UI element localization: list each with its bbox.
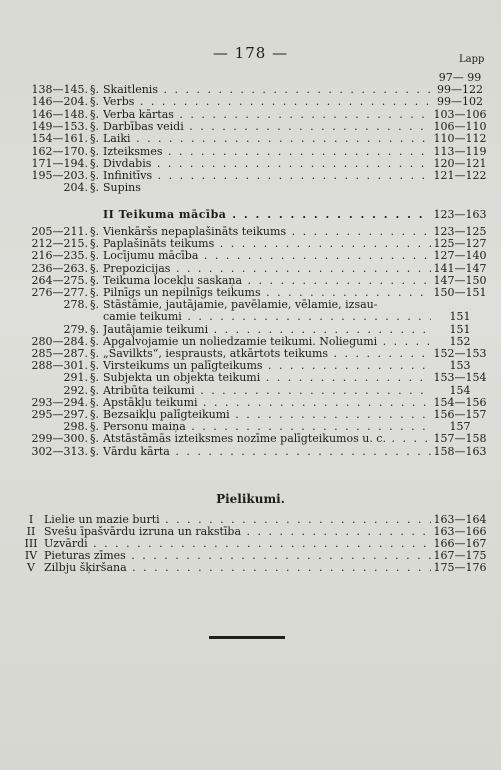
toc-title: Apgalvojamie un noliedzamie teikumi. Noliegumi . . . <box>103 336 431 348</box>
toc-pages: 154 <box>449 383 471 397</box>
toc-paragraph-sign: §. <box>90 249 99 263</box>
toc-paragraph-sign: §. <box>90 298 99 312</box>
toc-range: 299—300. <box>31 432 88 446</box>
toc-pages: 110—112 <box>433 132 487 146</box>
toc-row <box>0 263 501 275</box>
toc-row <box>0 109 501 121</box>
appendix-number: I <box>28 513 34 526</box>
toc-paragraph-sign: §. <box>90 107 99 121</box>
toc-row <box>0 121 501 133</box>
toc-title: Paplašināts teikums . . . <box>103 238 431 250</box>
toc-title: Vārdu kārta . . . <box>103 446 431 458</box>
appendix-pages: 175—176 <box>433 561 487 574</box>
toc-paragraph-sign: §. <box>90 225 99 238</box>
toc-row <box>0 299 501 311</box>
toc-range: 204. <box>63 181 88 195</box>
toc-row <box>0 324 501 336</box>
toc-row <box>0 170 501 182</box>
appendix-pages: 166—167 <box>433 537 487 550</box>
toc-pages: 147—150 <box>433 273 487 287</box>
section-heading-row <box>0 209 501 221</box>
toc-title: Atribūta teikumi . . . <box>103 385 431 397</box>
toc-row <box>0 287 501 299</box>
toc-range: 276—277. <box>31 286 88 299</box>
toc-pages: 150—151 <box>433 286 487 299</box>
toc-paragraph-sign: §. <box>90 286 99 299</box>
appendix-number: III <box>24 537 38 550</box>
toc-paragraph-sign: §. <box>90 432 99 446</box>
toc-range: 293—294. <box>31 395 88 409</box>
toc-title: Subjekta un objekta teikumi . . . <box>103 372 431 384</box>
toc-row <box>0 250 501 262</box>
toc-title: Izteiksmes . . . <box>103 146 431 158</box>
toc-paragraph-sign: §. <box>90 237 99 251</box>
toc-pages: 154—156 <box>433 395 487 409</box>
toc-paragraph-sign: §. <box>90 420 99 434</box>
toc-row <box>0 238 501 250</box>
toc-paragraph-sign: §. <box>90 359 99 373</box>
toc-range: 291. <box>63 371 88 385</box>
toc-paragraph-sign: §. <box>90 322 99 336</box>
appendix-row <box>0 562 501 574</box>
toc-range: 302—313. <box>31 444 88 458</box>
toc-paragraph-sign: §. <box>90 383 99 397</box>
toc-row <box>0 133 501 145</box>
toc-range: 171—194. <box>31 156 88 170</box>
appendix-row <box>0 526 501 538</box>
toc-range: 146—204. <box>31 95 88 109</box>
toc-row <box>0 433 501 445</box>
toc-pages: 158—163 <box>433 444 487 458</box>
toc-row <box>0 275 501 287</box>
toc-paragraph-sign: §. <box>90 83 99 96</box>
toc-pages: 113—119 <box>433 144 487 158</box>
toc-paragraph-sign: §. <box>90 261 99 275</box>
toc-paragraph-sign: §. <box>90 408 99 421</box>
toc-pages: 156—157 <box>433 408 487 421</box>
toc-pages: 106—110 <box>433 119 487 133</box>
toc-pages: 97— 99 <box>438 71 482 84</box>
page-number: — 178 — <box>212 44 289 62</box>
toc-paragraph-sign: §. <box>90 334 99 348</box>
toc-row <box>0 96 501 108</box>
appendix-number: V <box>27 561 35 574</box>
toc-range: 146—148. <box>31 107 88 121</box>
toc-pages: 157 <box>449 420 471 434</box>
closing-rule <box>209 636 285 639</box>
section-title: II Teikuma mācība . . . <box>103 209 431 221</box>
toc-range: 288—301. <box>31 359 88 373</box>
toc-row <box>0 146 501 158</box>
toc-title: Virsteikums un palīgteikums . . . <box>103 360 431 372</box>
toc-row <box>0 409 501 421</box>
toc-pages: 157—158 <box>433 432 487 446</box>
pages-column-header: Lapp <box>459 54 485 65</box>
toc-title: Locījumu mācība . . . <box>103 250 431 262</box>
toc-pages: 123—125 <box>433 225 487 238</box>
toc-pages: 99—122 <box>437 83 483 96</box>
toc-row <box>0 226 501 238</box>
toc-row <box>0 336 501 348</box>
appendix-title-text: Uzvārdi . . . <box>44 538 431 550</box>
toc-pages: 151 <box>449 310 471 324</box>
toc-pages: 153 <box>449 359 471 373</box>
toc-paragraph-sign: §. <box>90 371 99 385</box>
appendix-row <box>0 514 501 526</box>
toc-range: 212—215. <box>31 237 88 251</box>
toc-row <box>0 360 501 372</box>
appendix-title-text: Zilbju šķiršana . . . <box>44 562 431 574</box>
toc-row <box>0 182 501 194</box>
toc-range: 205—211. <box>31 225 88 238</box>
toc-pages: 152 <box>449 334 471 348</box>
toc-pages: 127—140 <box>433 249 487 263</box>
toc-title: Verbs . . . <box>103 96 431 108</box>
toc-title: Darbības veidi . . . <box>103 121 431 133</box>
toc-title: Vienkāršs nepaplašināts teikums . . . <box>103 226 431 238</box>
toc-paragraph-sign: §. <box>90 273 99 287</box>
toc-paragraph-sign: §. <box>90 395 99 409</box>
toc-title: „Savilkts“, iesprausts, atkārtots teikums . . . <box>103 348 431 360</box>
toc-title: Skaitlenis . . . <box>103 84 431 96</box>
toc-row <box>0 158 501 170</box>
toc-range: 279. <box>63 322 88 336</box>
appendix-row <box>0 550 501 562</box>
toc-row <box>0 372 501 384</box>
toc-row <box>0 84 501 96</box>
appendix-pages: 163—164 <box>433 513 487 526</box>
toc-title: Teikuma locekļu saskaņa . . . <box>103 275 431 287</box>
toc-title: Atstāstāmās izteiksmes nozīme palīgteikumos u. c. . . . <box>103 433 431 445</box>
appendix-pages: 163—166 <box>433 525 487 538</box>
toc-title: Apstākļu teikumi . . . <box>103 397 431 409</box>
appendix-title-text: Pieturas zīmes . . . <box>44 550 431 562</box>
toc-range: 285—287. <box>31 347 88 360</box>
toc-range: 138—145. <box>31 83 88 96</box>
toc-title: Bezsaikļu palīgteikumi . . . <box>103 409 431 421</box>
appendix-title-text: Lielie un mazie burti . . . <box>44 514 431 526</box>
appendix-title: Pielikumi. <box>216 492 285 506</box>
toc-title: Infinitīvs . . . <box>103 170 431 182</box>
toc-pages: 141—147 <box>433 261 487 275</box>
toc-range: 278. <box>63 298 88 312</box>
appendix-number: IV <box>24 549 38 562</box>
toc-row <box>0 446 501 458</box>
toc-row <box>0 385 501 397</box>
toc-pages: 125—127 <box>433 237 487 251</box>
toc-row <box>0 397 501 409</box>
toc-pages: 99—102 <box>437 95 483 109</box>
toc-title: Stāstāmie, jautājamie, pavēlamie, vēlamie, izsau- <box>103 299 378 312</box>
toc-range: 264—275. <box>31 273 88 287</box>
toc-paragraph-sign: §. <box>90 181 99 195</box>
toc-paragraph-sign: §. <box>90 156 99 170</box>
toc-range: 236—263. <box>31 261 88 275</box>
toc-range: 154—161. <box>31 132 88 146</box>
toc-range: 216—235. <box>31 249 88 263</box>
toc-pages: 103—106 <box>433 107 487 121</box>
appendix-title-text: Svešu īpašvārdu izruna un rakstība . . . <box>44 526 431 538</box>
toc-title: Prepozicijas . . . <box>103 263 431 275</box>
toc-paragraph-sign: §. <box>90 95 99 109</box>
toc-range: 292. <box>63 383 88 397</box>
toc-paragraph-sign: §. <box>90 347 99 360</box>
toc-paragraph-sign: §. <box>90 444 99 458</box>
toc-range: 280—284. <box>31 334 88 348</box>
toc-row <box>0 311 501 323</box>
appendix-pages: 167—175 <box>433 549 487 562</box>
toc-pages: 152—153 <box>433 347 487 360</box>
toc-range: 298. <box>63 420 88 434</box>
toc-paragraph-sign: §. <box>90 119 99 133</box>
toc-title: Laiki . . . <box>103 133 431 145</box>
toc-title: Verba kārtas . . . <box>103 109 431 121</box>
appendix-number: II <box>26 525 36 538</box>
toc-paragraph-sign: §. <box>90 132 99 146</box>
toc-range: 195—203. <box>31 169 88 183</box>
section-pages: 123—163 <box>433 208 487 221</box>
toc-title: Divdabis . . . <box>103 158 431 170</box>
toc-pages: 121—122 <box>433 169 487 183</box>
appendix-row <box>0 538 501 550</box>
toc-pages: 120—121 <box>433 156 487 170</box>
toc-paragraph-sign: §. <box>90 144 99 158</box>
toc-range: 149—153. <box>31 119 88 133</box>
toc-row <box>0 348 501 360</box>
toc-paragraph-sign: §. <box>90 169 99 183</box>
toc-title: Jautājamie teikumi . . . <box>103 324 431 336</box>
toc-title: Personu maiņa . . . <box>103 421 431 433</box>
toc-range: 295—297. <box>31 408 88 421</box>
toc-range: 162—170. <box>31 144 88 158</box>
toc-title: Pilnīgs un nepilnīgs teikums . . . <box>103 287 431 299</box>
toc-title: Supins <box>103 182 141 195</box>
toc-title: camie teikumi . . . <box>103 311 431 323</box>
toc-pages: 153—154 <box>433 371 487 385</box>
toc-pages: 151 <box>449 322 471 336</box>
toc-row <box>0 421 501 433</box>
